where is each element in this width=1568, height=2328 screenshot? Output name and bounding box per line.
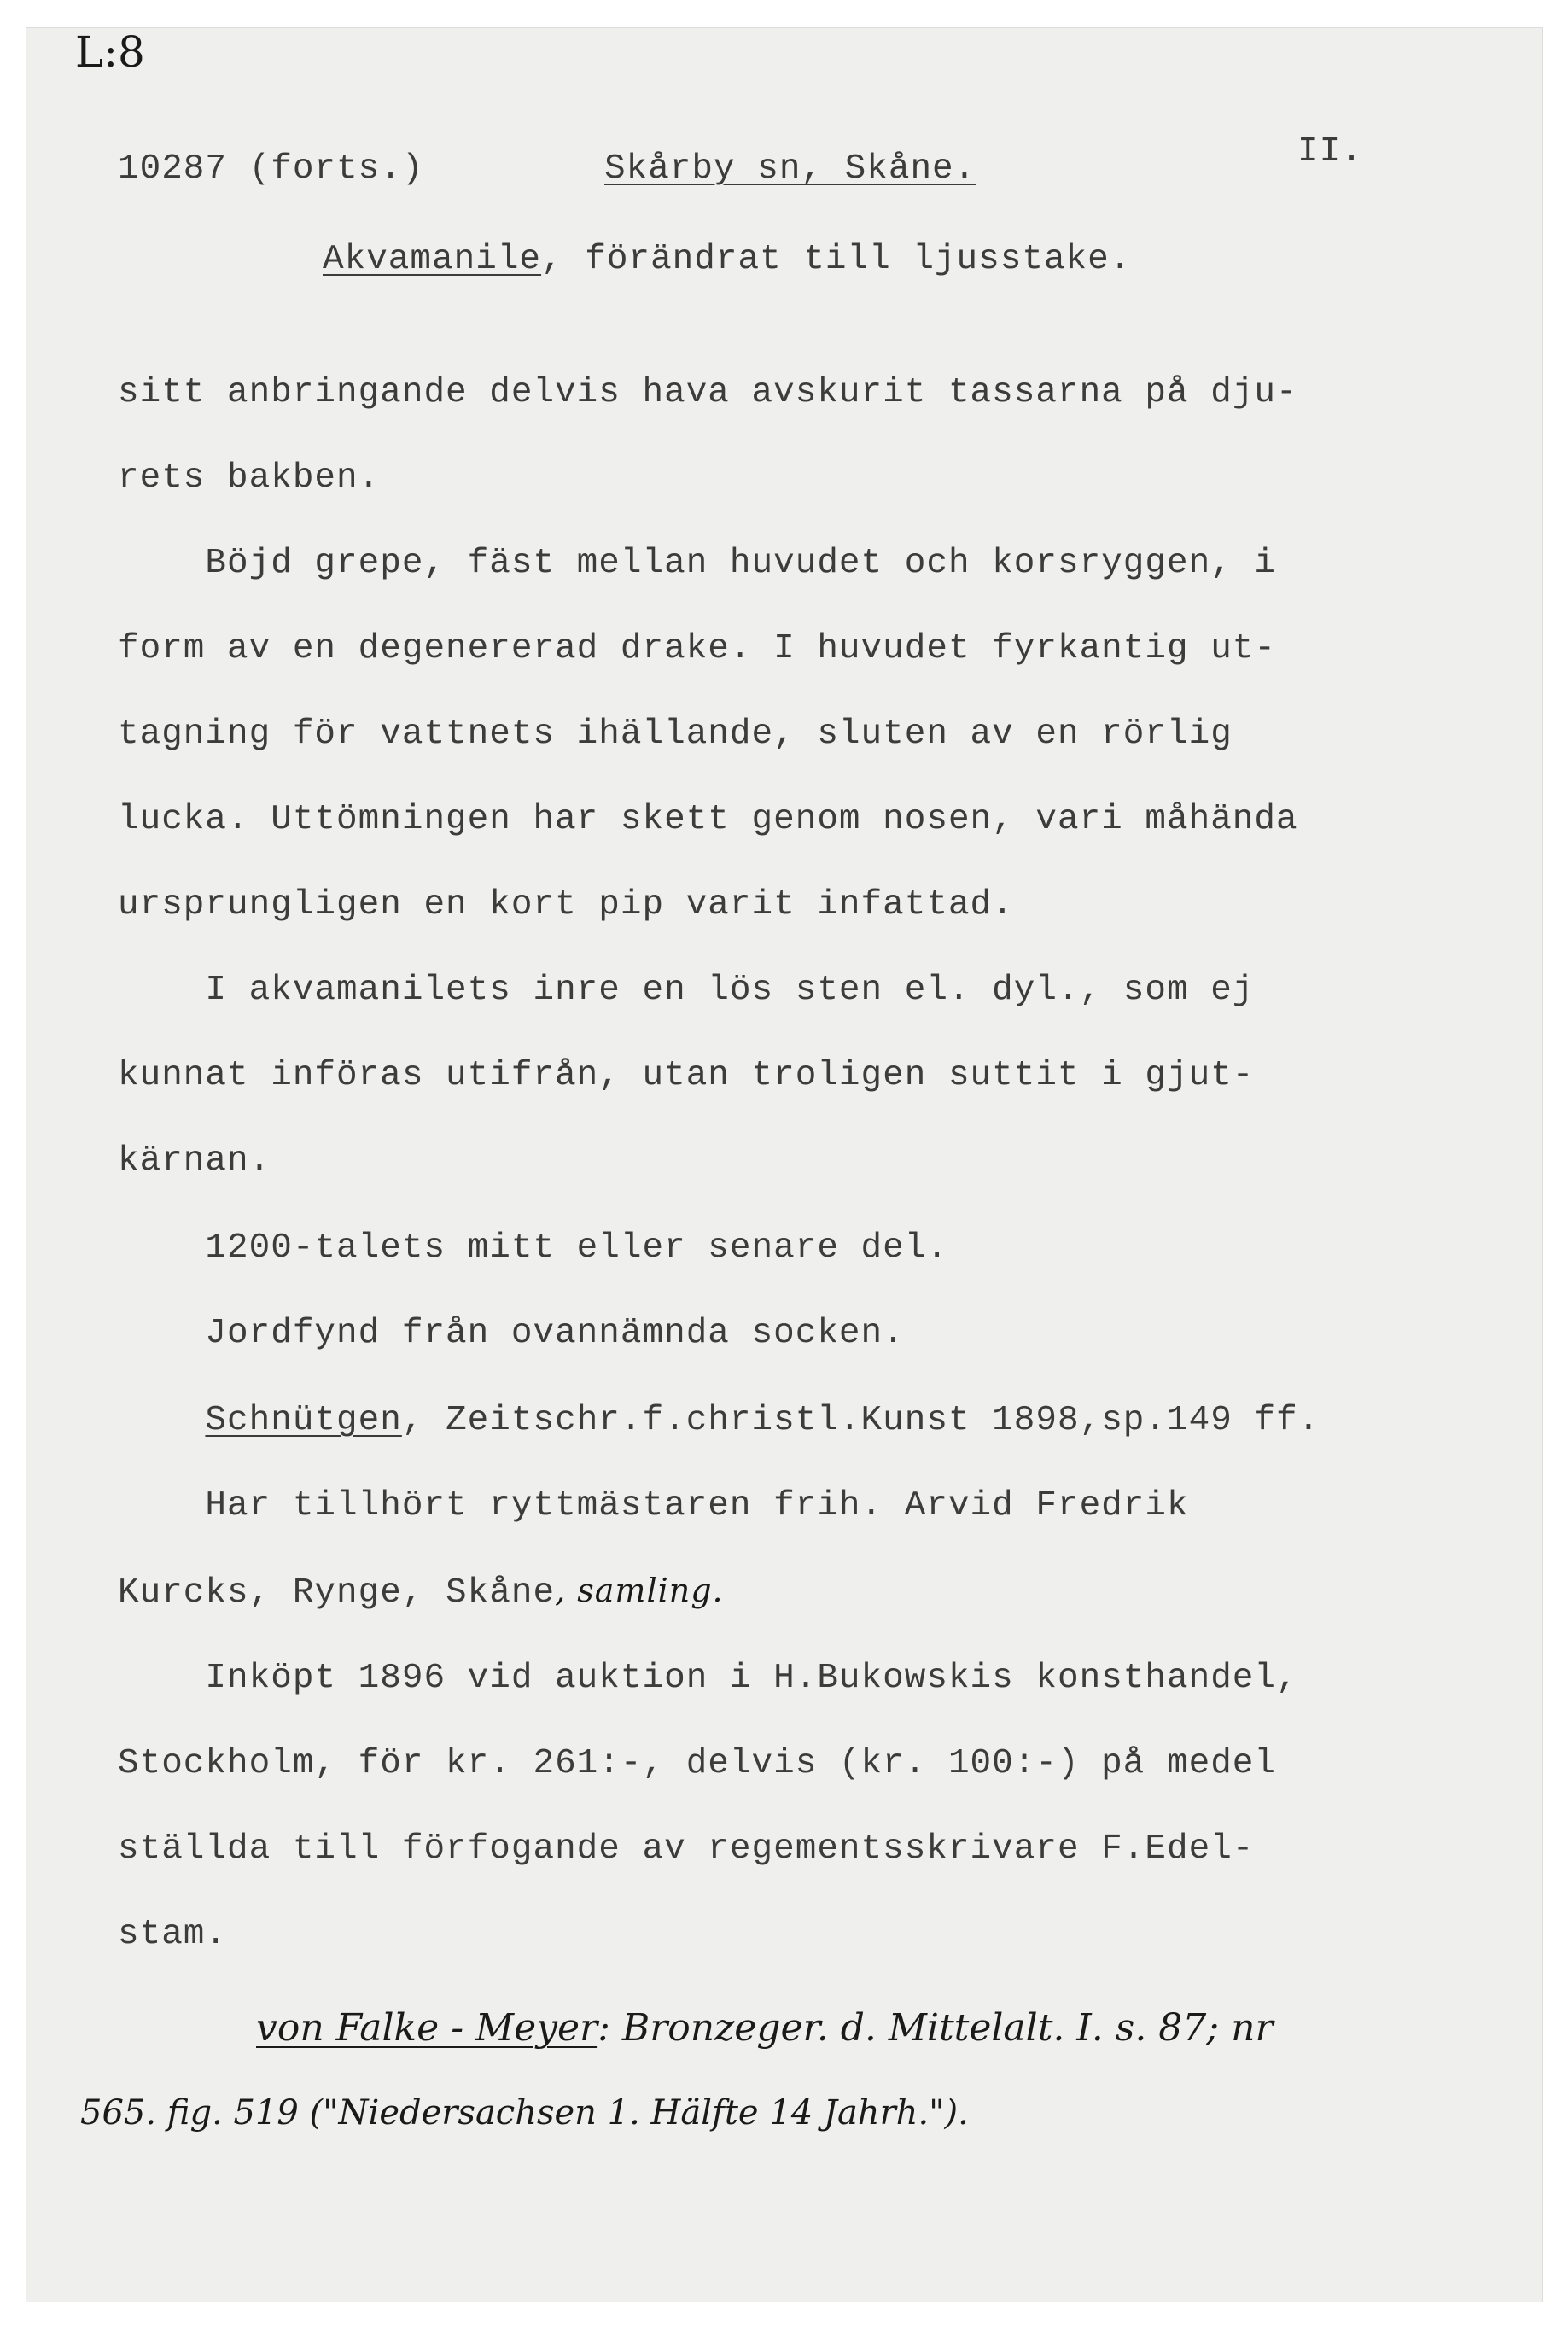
body-line: Har tillhört ryttmästaren frih. Arvid Fredrik [118, 1486, 1189, 1526]
body-line: lucka. Uttömningen har skett genom nosen, vari måhända [118, 800, 1298, 839]
body-line: rets bakben. [118, 458, 381, 498]
body-line: Böjd grepe, fäst mellan huvudet och korsryggen, i [118, 544, 1277, 583]
catalog-card [26, 27, 1543, 2302]
body-line: I akvamanilets inre en lös sten el. dyl., som ej [118, 971, 1255, 1010]
body-line: stam. [118, 1915, 228, 1954]
owner-line [118, 1574, 724, 1611]
body-line: Inköpt 1896 vid auktion i H.Bukowskis konsthandel, [118, 1659, 1298, 1698]
catalog-number: 10287 (forts.) [118, 149, 424, 189]
body-line: Jordfynd från ovannämnda socken. [118, 1314, 905, 1353]
card-number: II. [1297, 132, 1363, 172]
body-line: ställda till förfogande av regementsskrivare F.Edel- [118, 1829, 1255, 1869]
body-line: sitt anbringande delvis hava avskurit tassarna på dju- [118, 373, 1298, 412]
body-line: ursprungligen en kort pip varit infattad. [118, 885, 1014, 925]
body-line: form av en degenererad drake. I huvudet fyrkantig ut- [118, 629, 1277, 668]
handwritten-note-source: : Bronzeger. d. Mittelalt. I. s. 87; nr [597, 2006, 1274, 2050]
object-title-line [323, 242, 1131, 277]
object-title: Akvamanile [323, 240, 542, 279]
reference-line [118, 1403, 1320, 1438]
body-line: tagning för vattnets ihällande, sluten av en rörlig [118, 715, 1233, 754]
object-subtitle: , förändrat till ljusstake. [541, 240, 1132, 279]
owner-handwritten-addition: , samling. [555, 1572, 724, 1609]
reference-author: Schnütgen [205, 1401, 402, 1440]
body-line: Stockholm, för kr. 261:-, delvis (kr. 100:-) på medel [118, 1744, 1277, 1783]
reference-source: , Zeitschr.f.christl.Kunst 1898,sp.149 ff. [401, 1401, 1320, 1440]
handwritten-note-authors: von Falke - Meyer [256, 2006, 598, 2050]
body-line: kunnat införas utifrån, utan troligen suttit i gjut- [118, 1056, 1255, 1095]
handwritten-note-line-1 [256, 2006, 1273, 2050]
location: Skårby sn, Skåne. [604, 149, 976, 189]
owner-name: Kurcks, Rynge, Skåne [118, 1573, 556, 1613]
handwritten-note-line-2: 565. fig. 519 ("Niedersachsen 1. Hälfte 14 Jahrh."). [80, 2093, 969, 2133]
body-line: 1200-talets mitt eller senare del. [118, 1228, 948, 1268]
body-line: kärnan. [118, 1141, 271, 1181]
card-mark: L:8 [75, 27, 145, 77]
